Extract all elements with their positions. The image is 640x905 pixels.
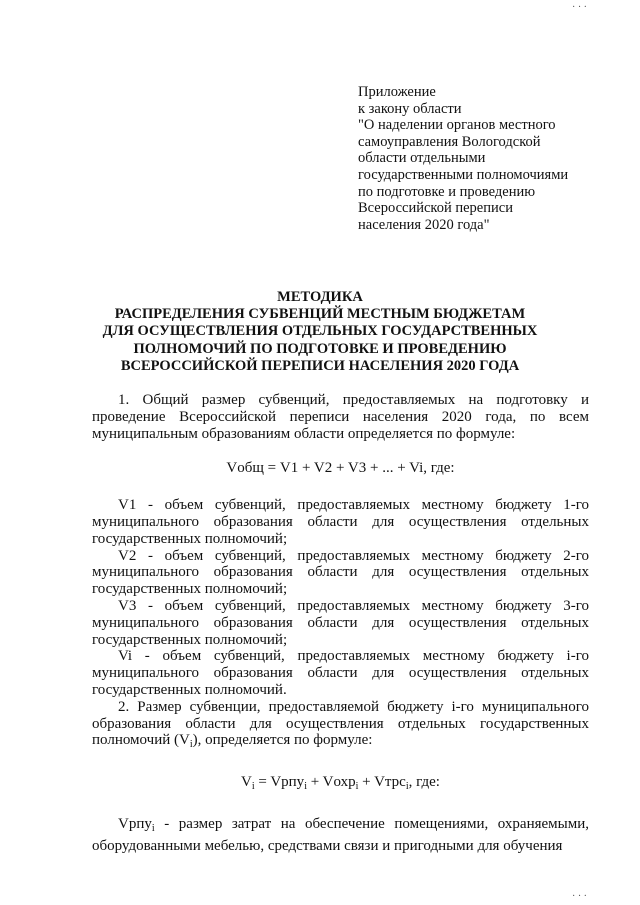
paragraph-2-text: ), определяется по формуле: bbox=[192, 732, 373, 749]
definition-v1: V1 - объем субвенций, предоставляемых местному бюджету 1-го муниципального образования области для осуществления отдельных государственных полномочий; bbox=[92, 497, 589, 547]
formula-term: , где: bbox=[408, 774, 440, 791]
formula-total: Vобщ = V1 + V2 + V3 + ... + Vi, где: bbox=[226, 460, 455, 477]
paragraph-3 bbox=[92, 816, 589, 855]
paragraph-3-text: - размер затрат на обеспечение помещениями, охраняемыми, оборудованными мебелью, средствами связи и пригодными для обучения bbox=[92, 815, 589, 854]
title-line: ПОЛНОМОЧИЙ ПО ПОДГОТОВКЕ И ПРОВЕДЕНИЮ bbox=[133, 340, 507, 357]
subscript: i bbox=[151, 822, 155, 834]
appendix-line: населения 2020 года" bbox=[358, 216, 490, 233]
paragraph-2-text: 2. Размер субвенции, предоставляемой бюджету i-го муниципального образования области для осуществления отдельных государственных полномочий (V bbox=[92, 698, 589, 749]
subscript: i bbox=[251, 781, 255, 793]
appendix-line: Приложение bbox=[358, 84, 436, 100]
definition-v2: V2 - объем субвенций, предоставляемых местному бюджету 2-го муниципального образования области для осуществления отдельных государственных полномочий; bbox=[92, 547, 589, 598]
scan-mark-icon: · · · bbox=[572, 891, 587, 902]
formula-term: = Vрпу bbox=[254, 774, 305, 791]
appendix-line: по подготовке и проведению bbox=[358, 183, 536, 200]
subscript: i bbox=[355, 781, 359, 793]
formula-term: + Vтрс bbox=[358, 774, 406, 791]
paragraph-1: 1. Общий размер субвенций, предоставляемых на подготовку и проведение Всероссийской переписи населения 2020 года, по всем муниципальным образованиям области определяется по формуле: bbox=[92, 392, 589, 442]
title-line: ВСЕРОССИЙСКОЙ ПЕРЕПИСИ НАСЕЛЕНИЯ 2020 ГОДА bbox=[120, 357, 520, 374]
appendix-line: Всероссийской переписи bbox=[358, 200, 513, 217]
title-line: РАСПРЕДЕЛЕНИЯ СУБВЕНЦИЙ МЕСТНЫМ БЮДЖЕТАМ bbox=[114, 306, 526, 323]
title-line: МЕТОДИКА bbox=[277, 289, 363, 305]
appendix-line: к закону области bbox=[358, 100, 462, 117]
appendix-line: области отдельными bbox=[358, 150, 486, 167]
formula-term: + Vохр bbox=[306, 774, 356, 791]
definition-v3: V3 - объем субвенций, предоставляемых местному бюджету 3-го муниципального образования области для осуществления отдельных государственных полномочий; bbox=[92, 597, 589, 648]
document-title bbox=[80, 289, 560, 375]
paragraph-3-text: Vрпу bbox=[118, 815, 152, 832]
subscript: i bbox=[304, 781, 307, 793]
scan-mark-icon: · · · bbox=[572, 2, 587, 13]
appendix-line: государственными полномочиями bbox=[358, 166, 569, 183]
document-body bbox=[92, 392, 589, 855]
formula-vi bbox=[92, 774, 589, 796]
appendix-block bbox=[358, 84, 608, 233]
subscript: i bbox=[405, 781, 409, 793]
appendix-line: "О наделении органов местного bbox=[358, 117, 556, 134]
subscript: i bbox=[189, 739, 193, 751]
definition-vi: Vi - объем субвенций, предоставляемых местному бюджету i-го муниципального образования области для осуществления отдельных государственных полномочий. bbox=[92, 648, 589, 698]
appendix-line: самоуправления Вологодской bbox=[358, 133, 541, 150]
formula-term: V bbox=[241, 774, 252, 791]
title-line: ДЛЯ ОСУЩЕСТВЛЕНИЯ ОТДЕЛЬНЫХ ГОСУДАРСТВЕННЫХ bbox=[102, 323, 538, 340]
paragraph-2 bbox=[92, 699, 589, 754]
